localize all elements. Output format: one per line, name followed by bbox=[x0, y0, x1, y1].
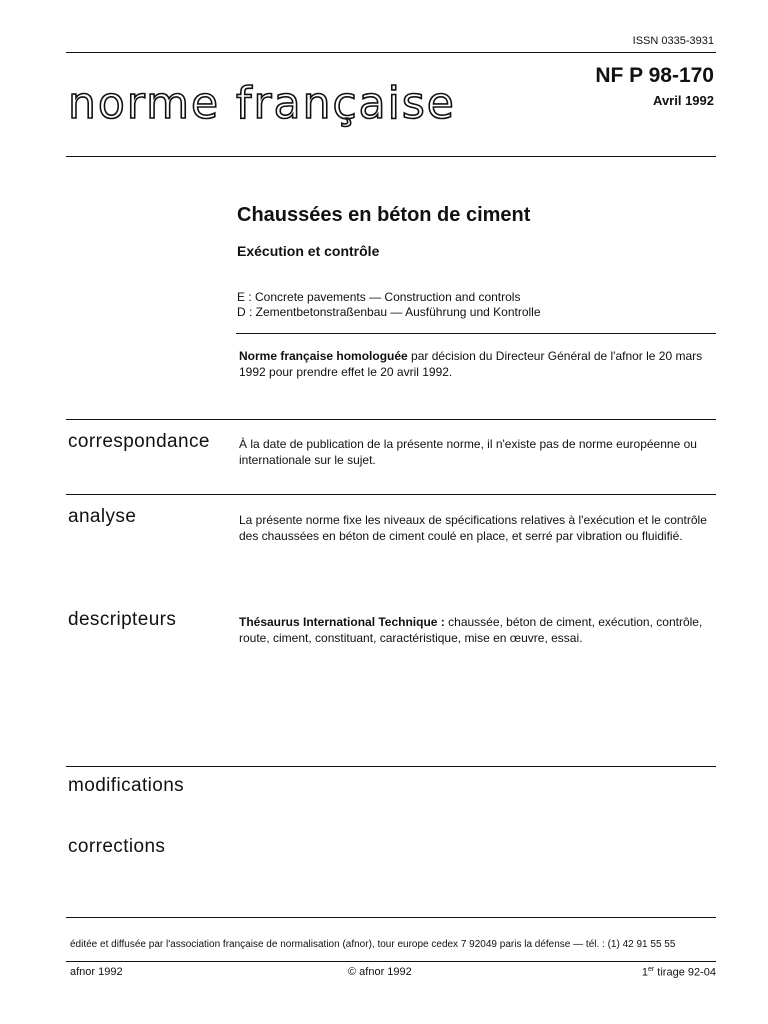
divider bbox=[66, 766, 716, 767]
corrections-label: corrections bbox=[68, 836, 166, 857]
divider bbox=[66, 419, 716, 420]
divider bbox=[66, 156, 716, 157]
homologation-text bbox=[239, 348, 709, 380]
correspondance-text: À la date de publication de la présente norme, il n'existe pas de norme européenne ou internationale sur le sujet. bbox=[239, 437, 697, 467]
document-subtitle: Exécution et contrôle bbox=[237, 243, 380, 259]
analyse-label: analyse bbox=[68, 506, 137, 527]
homologation-rest: par décision du Directeur Général de l'afnor le 20 mars 1992 pour prendre effet le 20 avril 1992. bbox=[239, 349, 703, 379]
descripteurs-label: descripteurs bbox=[68, 609, 177, 630]
footer-center: © afnor 1992 bbox=[348, 966, 412, 978]
publication-date: Avril 1992 bbox=[653, 93, 714, 108]
divider bbox=[66, 961, 716, 962]
document-title: Chaussées en béton de ciment bbox=[237, 204, 531, 226]
homologation-bold: Norme française homologuée bbox=[239, 349, 408, 363]
correspondance-label: correspondance bbox=[68, 431, 210, 452]
descripteurs-text bbox=[239, 614, 717, 646]
analyse-text: La présente norme fixe les niveaux de spécifications relatives à l'exécution et le contrôle des chaussées en béton de ciment coulé en place, et serré par vibration ou fluidifié. bbox=[239, 513, 707, 543]
issn: ISSN 0335-3931 bbox=[632, 35, 714, 47]
descripteurs-rest: chaussée, béton de ciment, exécution, contrôle, route, ciment, constituant, caractéristique, mise en œuvre, essai. bbox=[239, 615, 703, 645]
descripteurs-bold: Thésaurus International Technique : bbox=[239, 615, 445, 629]
modifications-label: modifications bbox=[68, 775, 185, 796]
brand-title: norme française bbox=[68, 78, 456, 129]
publisher-line: éditée et diffusée par l'association française de normalisation (afnor), tour europe cedex 7 92049 paris la défense — tél. : (1) 42 91 55 55 bbox=[70, 939, 676, 950]
translation-english: E : Concrete pavements — Construction and controls bbox=[237, 290, 521, 304]
divider bbox=[236, 333, 716, 334]
divider bbox=[66, 494, 716, 495]
tirage-text: tirage 92-04 bbox=[654, 966, 716, 979]
tirage-superscript: er bbox=[648, 966, 655, 973]
standard-code: NF P 98-170 bbox=[595, 64, 714, 87]
translation-german: D : Zementbetonstraßenbau — Ausführung und Kontrolle bbox=[237, 305, 541, 319]
tirage-number: 1 bbox=[641, 966, 648, 979]
footer-right bbox=[600, 966, 716, 979]
divider bbox=[66, 52, 716, 53]
footer-left: afnor 1992 bbox=[70, 966, 123, 978]
divider bbox=[66, 917, 716, 918]
